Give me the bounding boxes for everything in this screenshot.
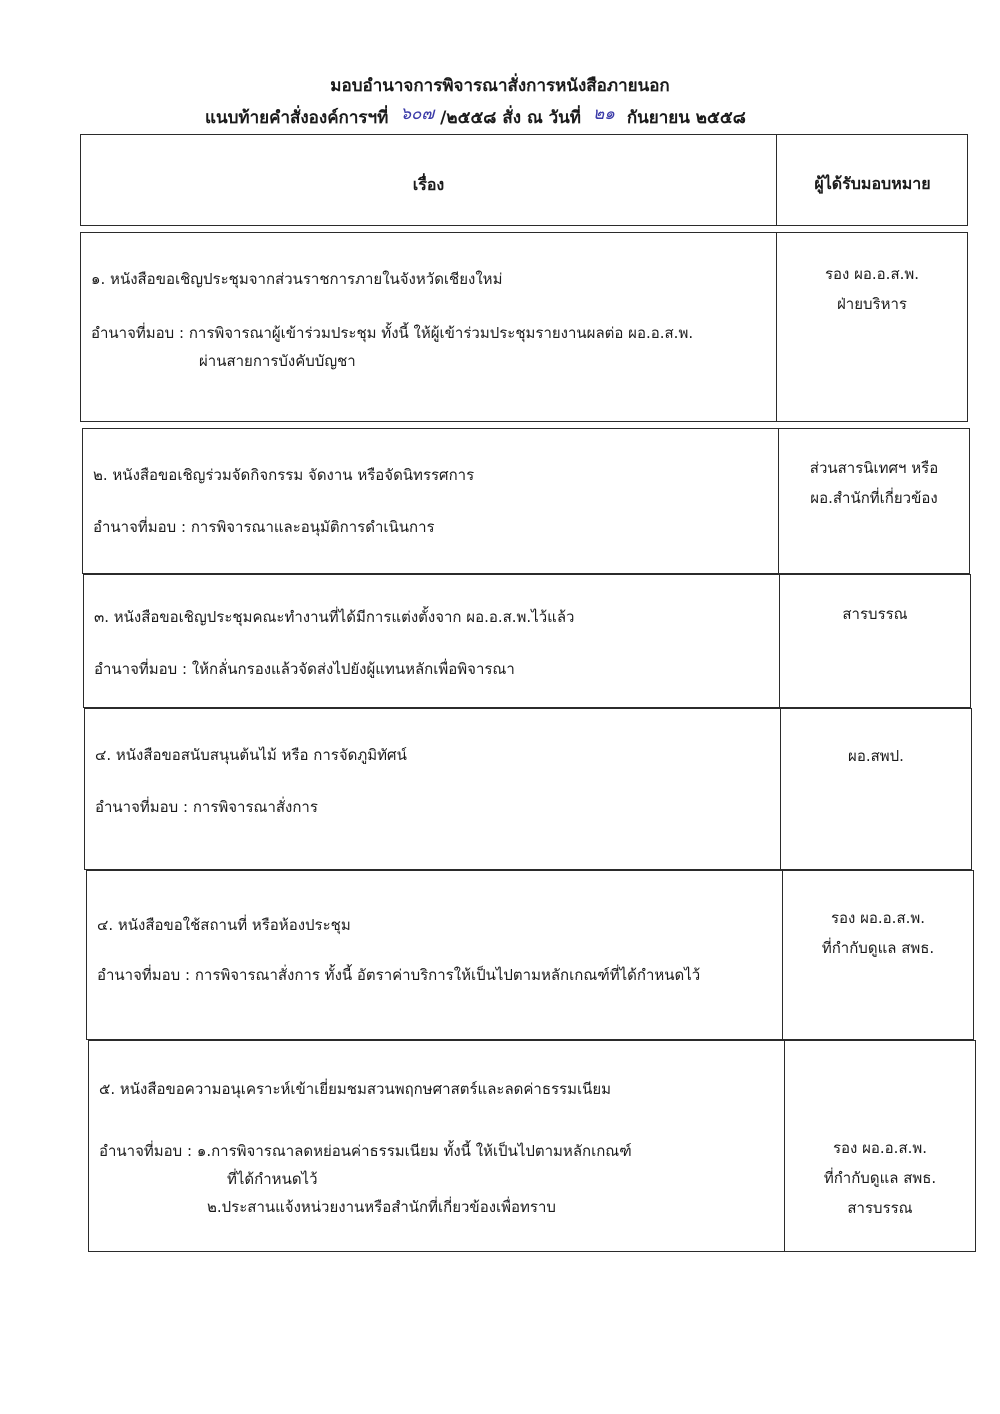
column-header-assignee: ผู้ได้รับมอบหมาย xyxy=(814,174,931,193)
assignee-line-1: รอง ผอ.อ.ส.พ. xyxy=(832,1139,928,1157)
row-power xyxy=(95,793,318,821)
assignee-line-2: ที่กำกับดูแล สพธ. xyxy=(821,939,935,957)
power-label: อำนาจที่มอบ : xyxy=(99,1142,193,1160)
power-line-1: การพิจารณาและอนุมัติการดำเนินการ xyxy=(190,518,435,536)
row-subject: ๒. หนังสือขอเชิญร่วมจัดกิจกรรม จัดงาน หรือจัดนิทรรศการ xyxy=(93,466,475,484)
table-row xyxy=(84,708,972,870)
power-line-2: ที่ได้กำหนดไว้ xyxy=(227,1170,318,1188)
assignee-line-1: ส่วนสารนิเทศฯ หรือ xyxy=(809,459,939,477)
date-prefix: สั่ง ณ วันที่ xyxy=(502,108,582,128)
row-power xyxy=(93,513,435,541)
month-year: กันยายน ๒๕๕๘ xyxy=(626,108,746,128)
assignee-line-2: ที่กำกับดูแล สพธ. xyxy=(823,1169,937,1187)
power-label: อำนาจที่มอบ : xyxy=(94,660,188,678)
power-line-3: ๒.ประสานแจ้งหน่วยงานหรือสำนักที่เกี่ยวข้องเพื่อทราบ xyxy=(207,1198,556,1216)
row-subject: ๔. หนังสือขอสนับสนุนต้นไม้ หรือ การจัดภูมิทัศน์ xyxy=(95,746,407,764)
power-line-2: ผ่านสายการบังคับบัญชา xyxy=(199,352,356,370)
power-label: อำนาจที่มอบ : xyxy=(93,518,187,536)
row-subject: ๓. หนังสือขอเชิญประชุมคณะทำงานที่ได้มีการแต่งตั้งจาก ผอ.อ.ส.พ.ไว้แล้ว xyxy=(94,608,575,626)
assignee-line-2: ฝ่ายบริหาร xyxy=(837,295,907,313)
row-power xyxy=(94,655,515,683)
power-line-1: การพิจารณาสั่งการ xyxy=(192,798,318,816)
assignee-line-1: สารบรรณ xyxy=(842,605,908,623)
power-line-1: การพิจารณาสั่งการ ทั้งนี้ อัตราค่าบริการให้เป็นไปตามหลักเกณฑ์ที่ได้กำหนดไว้ xyxy=(194,966,701,984)
subtitle-prefix: แนบท้ายคำสั่งองค์การฯที่ xyxy=(205,108,389,128)
table-row xyxy=(83,574,971,708)
assignee-line-1: รอง ผอ.อ.ส.พ. xyxy=(824,265,920,283)
power-label: อำนาจที่มอบ : xyxy=(97,966,191,984)
power-line-1: ให้กลั่นกรองแล้วจัดส่งไปยังผู้แทนหลักเพื่อพิจารณา xyxy=(191,660,515,678)
assignee-line-2: ผอ.สำนักที่เกี่ยวข้อง xyxy=(810,489,938,507)
table-row xyxy=(86,870,974,1040)
document-subtitle xyxy=(205,104,765,131)
power-line-1: ๑.การพิจารณาลดหย่อนค่าธรรมเนียม ทั้งนี้ ให้เป็นไปตามหลักเกณฑ์ xyxy=(196,1142,632,1160)
power-line-1: การพิจารณาผู้เข้าร่วมประชุม ทั้งนี้ ให้ผู้เข้าร่วมประชุมรายงานผลต่อ ผอ.อ.ส.พ. xyxy=(188,324,694,342)
table-header-row xyxy=(80,134,968,226)
row-power xyxy=(91,319,693,375)
handwritten-order-number: ๖๐๗ xyxy=(400,104,435,124)
row-subject: ๕. หนังสือขอความอนุเคราะห์เข้าเยี่ยมชมสวนพฤกษศาสตร์และลดค่าธรรมเนียม xyxy=(99,1080,612,1098)
table-row xyxy=(88,1040,976,1252)
power-label: อำนาจที่มอบ : xyxy=(91,324,185,342)
column-header-subject: เรื่อง xyxy=(412,175,445,194)
order-year: /๒๕๕๘ xyxy=(440,108,497,128)
table-row xyxy=(80,232,968,422)
assignee-line-1: ผอ.สพป. xyxy=(848,747,904,765)
row-power xyxy=(97,961,700,989)
row-subject: ๔. หนังสือขอใช้สถานที่ หรือห้องประชุม xyxy=(97,916,351,934)
assignee-line-1: รอง ผอ.อ.ส.พ. xyxy=(830,909,926,927)
power-label: อำนาจที่มอบ : xyxy=(95,798,189,816)
document-title: มอบอำนาจการพิจารณาสั่งการหนังสือภายนอก xyxy=(330,76,670,96)
assignee-line-3: สารบรรณ xyxy=(847,1199,913,1217)
handwritten-day: ๒๑ xyxy=(592,104,615,124)
row-power xyxy=(99,1137,632,1221)
row-subject: ๑. หนังสือขอเชิญประชุมจากส่วนราชการภายในจังหวัดเชียงใหม่ xyxy=(91,270,503,288)
table-row xyxy=(82,428,970,574)
